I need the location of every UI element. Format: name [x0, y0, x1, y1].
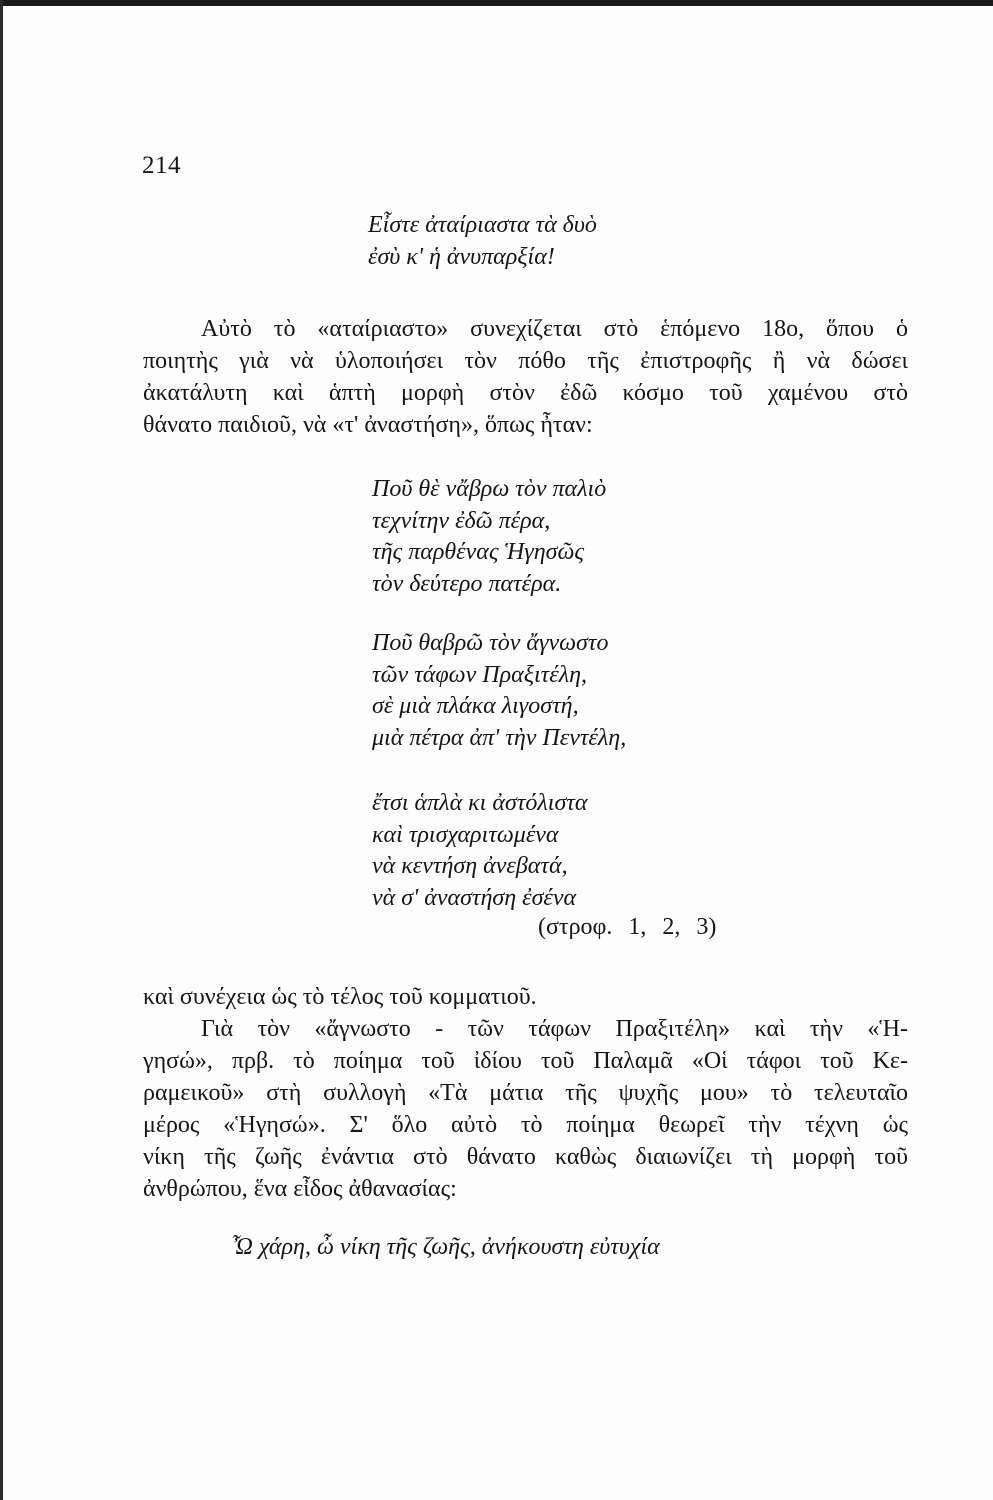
paragraph-continuation [143, 981, 908, 1013]
verse-couplet-top [368, 210, 597, 273]
poem-stanza-1 [372, 474, 606, 600]
text-line: ἀνθρώπου, ἕνα εἶδος ἀθανασίας: [143, 1176, 457, 1202]
text-line: θάνατο παιδιοῦ, νὰ «τ' ἀναστήση», ὅπως ἦταν: [143, 412, 593, 438]
verse-line: τεχνίτην ἐδῶ πέρα, [372, 507, 551, 534]
scan-top-edge [0, 0, 993, 6]
text-line: μέρος «Ἡγησώ». Σ' ὅλο αὐτὸ τὸ ποίημα θεωρεῖ τὴν τέχνη ὡς [143, 1112, 908, 1138]
verse-line: ἐσὺ κ' ἡ ἀνυπαρξία! [368, 243, 555, 270]
verse-line: τῶν τάφων Πραξιτέλη, [372, 661, 587, 688]
verse-line: σὲ μιὰ πλάκα λιγοστή, [372, 693, 579, 719]
verse-line: Ποῦ θὲ νἄβρω τὸν παλιὸ [372, 476, 607, 502]
verse-line: μιὰ πέτρα ἀπ' τὴν Πεντέλη, [372, 724, 627, 751]
verse-line: νὰ κεντήση ἀνεβατά, [372, 853, 568, 879]
text-line: Αὐτὸ τὸ «αταίριαστο» συνεχίζεται στὸ ἑπόμενο 18ο, ὅπου ὁ [201, 316, 908, 342]
verse-line-bottom [232, 1232, 660, 1264]
text-line: γησώ», πρβ. τὸ ποίημα τοῦ ἰδίου τοῦ Παλαμᾶ «Οἱ τάφοι τοῦ Κε- [143, 1048, 908, 1074]
stanza-citation: (στροφ. 1, 2, 3) [538, 914, 717, 940]
text-line: νίκη τῆς ζωῆς ἐνάντια στὸ θάνατο καθὼς διαιωνίζει τὴ μορφὴ τοῦ [143, 1144, 908, 1170]
text-line: Γιὰ τὸν «ἄγνωστο - τῶν τάφων Πραξιτέλη» καὶ τὴν «Ἡ- [201, 1016, 908, 1042]
verse-line: νὰ σ' ἀναστήση ἐσένα [372, 884, 577, 911]
page-number: 214 [142, 152, 181, 179]
scan-left-edge [0, 0, 3, 1500]
paragraph-commentary [143, 1013, 908, 1205]
verse-line: ἔτσι ἁπλὰ κι ἀστόλιστα [372, 790, 588, 816]
verse-line: Εἶστε ἀταίριαστα τὰ δυὸ [368, 212, 597, 238]
paragraph-intro [143, 313, 908, 441]
poem-stanza-3 [372, 788, 587, 914]
verse-line: τὸν δεύτερο πατέρα. [372, 570, 562, 597]
verse-line: καὶ τρισχαριτωμένα [372, 821, 559, 848]
text-line: ραμεικοῦ» στὴ συλλογὴ «Τὰ μάτια τῆς ψυχῆς μου» τὸ τελευταῖο [143, 1080, 908, 1106]
poem-stanza-2 [372, 628, 626, 754]
verse-line: τῆς παρθένας Ἡγησῶς [372, 539, 585, 565]
text-line: καὶ συνέχεια ὡς τὸ τέλος τοῦ κομματιοῦ. [143, 984, 537, 1010]
text-line: ἀκατάλυτη καὶ ἁπτὴ μορφὴ στὸν ἐδῶ κόσμο τοῦ χαμένου στὸ [143, 380, 908, 406]
text-line: ποιητὴς γιὰ νὰ ὑλοποιήσει τὸν πόθο τῆς ἐπιστροφῆς ἢ νὰ δώσει [143, 348, 908, 374]
verse-line: Ὦ χάρη, ὦ νίκη τῆς ζωῆς, ἀνήκουστη εὐτυχία [232, 1234, 660, 1260]
verse-line: Ποῦ θαβρῶ τὸν ἄγνωστο [372, 630, 609, 656]
